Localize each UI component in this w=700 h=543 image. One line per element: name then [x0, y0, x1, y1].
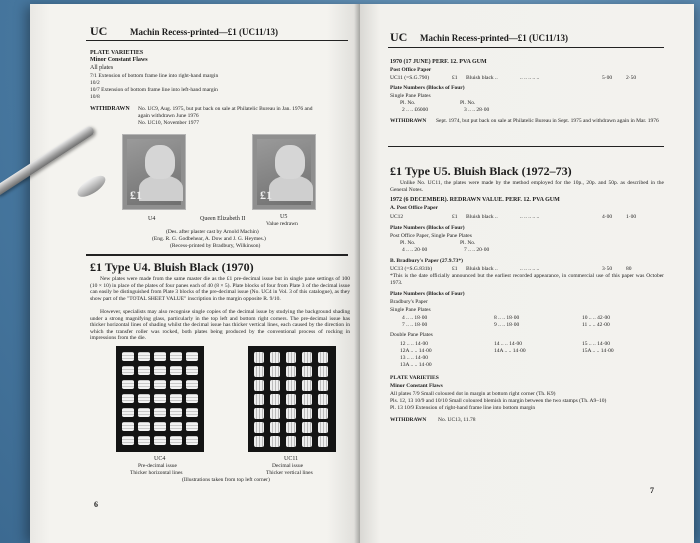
flaw-line: 10/8: [90, 94, 100, 100]
flaw-line: All plates 7/9 Small coloured dot in margin at bottom right corner (Th. K9): [390, 391, 556, 397]
shading-cell: [170, 422, 182, 431]
flaw-line: Pls. 12, 13 10/9 and 10/10 Small coloured blemish in margin between the two stamps (Th. A9–10): [390, 398, 607, 404]
right-header-code: UC: [390, 30, 408, 44]
minor-flaws-heading: Minor Constant Flaws: [90, 57, 148, 63]
single-pane-plates: Single Pane Plates: [390, 307, 431, 313]
uc12-colour: Bluish black ..: [466, 214, 498, 220]
shading-cell: [122, 436, 134, 445]
section-title-u5: £1 Type U5. Bluish Black (1972–73): [390, 164, 572, 178]
withdrawn-line: again withdrawn June 1976: [138, 113, 199, 119]
plate-price: 8 .. .. 18·00: [494, 315, 520, 321]
plate-varieties-heading: PLATE VARIETIES: [390, 375, 439, 381]
uc13-catalogue: UC13 (=S.G.831b): [390, 266, 433, 272]
shading-cell: [254, 436, 264, 447]
shading-cell: [270, 422, 280, 433]
stamp-u5-value: £1: [260, 188, 272, 202]
shading-cell: [318, 422, 328, 433]
withdrawn-line: No. UC9, Aug. 1975, but put back on sale at Philatelic Bureau in Jan. 1976 and: [138, 106, 313, 112]
pl-no-label: Pl. No.: [400, 240, 416, 246]
shading-cell: [186, 394, 198, 403]
flaw-line: Pl. 13 10/9 Extension of right-hand frame line into bottom margin: [390, 405, 536, 411]
issue2-heading: 1972 (6 DECEMBER). REDRAWN VALUE. PERF. 12. PVA GUM: [390, 197, 560, 203]
shading-cell: [318, 366, 328, 377]
page-number-right: 7: [650, 486, 654, 495]
plate-price: 14A .. .. 14·00: [494, 348, 526, 354]
uc11-price-used: 2·50: [626, 75, 637, 81]
shading-cell: [302, 366, 312, 377]
plate-price: 4 .. .. 20·00: [402, 247, 428, 253]
shading-cell: [302, 408, 312, 419]
shading-cell: [286, 366, 296, 377]
shading-cell: [302, 422, 312, 433]
plate-price: 14 .. .. 14·00: [494, 341, 522, 347]
all-plates-label: All plates: [90, 65, 114, 71]
shading-cell: [286, 408, 296, 419]
page-number-left: 6: [94, 500, 98, 509]
shading-cell: [154, 366, 166, 375]
bradbury-paper: Bradbury's Paper: [390, 299, 428, 305]
shading-cell: [170, 366, 182, 375]
uc13-colour: Bluish black ..: [466, 266, 498, 272]
plate-price: 9 .. .. 18·00: [494, 322, 520, 328]
uc12-leaders: .. .. .. .. ..: [520, 214, 540, 220]
uc12-catalogue: UC12: [390, 214, 404, 220]
uc13-price-mint: 3·50: [602, 266, 613, 272]
plate-price: 13 .. .. 14·00: [400, 355, 428, 361]
stamp-caption-u5: U5: [280, 214, 288, 220]
shading-cell: [286, 422, 296, 433]
stamp-u4-value: £1: [130, 188, 142, 202]
shading-cell: [186, 352, 198, 361]
stamp-caption-queen: Queen Elizabeth II: [200, 216, 246, 222]
withdrawn-final: No. UC13, 11.78: [438, 417, 476, 423]
left-page: [30, 4, 360, 543]
shading-cell: [138, 394, 150, 403]
issue2-plate-sub: Post Office Paper, Single Pane Plates: [390, 233, 472, 239]
shading-cell: [138, 352, 150, 361]
uc11-shading-illustration: [248, 346, 336, 452]
uc11-value: £1: [452, 75, 458, 81]
stamp-u5-image: [252, 134, 316, 210]
shading-cell: [286, 380, 296, 391]
pl-no-label: Pl. No.: [400, 100, 416, 106]
plate-price: 12 .. .. 14·00: [400, 341, 428, 347]
shading-cell: [270, 436, 280, 447]
shading-cell: [122, 408, 134, 417]
shading-cell: [186, 366, 198, 375]
shading-cell: [138, 380, 150, 389]
issue1-heading: 1970 (17 JUNE) PERF. 12. PVA GUM: [390, 59, 487, 65]
shading-cell: [154, 436, 166, 445]
design-credit: (Recess-printed by Bradbury, Wilkinson): [170, 243, 261, 249]
shading-cell: [254, 380, 264, 391]
grid-caption-right: Thicker vertical lines: [266, 470, 313, 476]
uc12-value: £1: [452, 214, 458, 220]
shading-cell: [302, 394, 312, 405]
left-header-code: UC: [90, 24, 108, 38]
shading-cell: [122, 380, 134, 389]
shading-cell: [154, 352, 166, 361]
section-title-u4: £1 Type U4. Bluish Black (1970): [90, 260, 254, 274]
grid-caption-left: Thicker horizontal lines: [130, 470, 183, 476]
stamp-caption-u5-sub: Value redrawn: [266, 221, 298, 227]
shading-cell: [170, 352, 182, 361]
body-paragraph-2: However, specialists may also recognise single copies of the decimal issue by studying the background shading under a strong magnifying glass, particularly in the top left and bottom right corners. The pre-decimal issue has thicker horizontal lines of shading whilst the decimal issue has thicker vertical lines, each caused by the direction in which the transfer roller was rocked, both plates being produced by the conventional process of rocking in impressions from the die.: [90, 309, 350, 342]
grid-caption-left: Pre-decimal issue: [138, 463, 177, 469]
shading-cell: [254, 366, 264, 377]
shading-cell: [302, 380, 312, 391]
shading-cell: [122, 422, 134, 431]
shading-cell: [254, 394, 264, 405]
shading-cell: [286, 352, 296, 363]
section-rule: [388, 146, 664, 147]
shading-cell: [254, 408, 264, 419]
post-office-paper: Post Office Paper: [390, 67, 432, 73]
shading-cell: [318, 394, 328, 405]
shading-cell: [186, 422, 198, 431]
uc13-leaders: .. .. .. .. ..: [520, 266, 540, 272]
plate-price: 15 .. .. 14·00: [582, 341, 610, 347]
shading-cell: [122, 394, 134, 403]
plate-price: 7 .. .. 18·00: [402, 322, 428, 328]
stamp-u4-image: [122, 134, 186, 210]
plate-varieties-heading: PLATE VARIETIES: [90, 50, 144, 56]
withdrawn-label: WITHDRAWN: [90, 106, 130, 112]
plate-price: 7 .. .. 20·00: [464, 247, 490, 253]
shading-cell: [122, 352, 134, 361]
shading-cell: [318, 380, 328, 391]
double-pane-plates: Double Pane Plates: [390, 332, 433, 338]
uc13-price-used: 80: [626, 266, 632, 272]
issue2-plate-heading: Plate Numbers (Blocks of Four): [390, 225, 465, 231]
uc11-leaders: .. .. .. .. ..: [520, 75, 540, 81]
shading-cell: [138, 408, 150, 417]
grid-caption-left: UC4: [154, 456, 166, 462]
shading-cell: [154, 422, 166, 431]
withdrawn-label: WITHDRAWN: [390, 417, 427, 423]
shading-cell: [186, 408, 198, 417]
plate-price: 13A .. .. 14·00: [400, 362, 432, 368]
uc12-price-mint: 4·00: [602, 214, 613, 220]
shading-cell: [170, 408, 182, 417]
shading-cell: [154, 394, 166, 403]
design-credit: (Eng. R. G. Godbehear, A. Dow and J. G. Heymes.): [152, 236, 266, 242]
sub-a-heading: A. Post Office Paper: [390, 205, 438, 211]
uc4-shading-illustration: [116, 346, 204, 452]
withdrawn-label: WITHDRAWN: [390, 118, 427, 124]
right-page: [360, 4, 694, 543]
shading-cell: [254, 352, 264, 363]
flaw-line: 10/7 Extension of bottom frame line into left-hand margin: [90, 87, 218, 93]
sub-b-heading: B. Bradbury's Paper (27.9.73*): [390, 258, 463, 264]
pl-no-label: Pl. No.: [460, 100, 476, 106]
pl-no-label: Pl. No.: [460, 240, 476, 246]
shading-cell: [270, 366, 280, 377]
shading-cell: [170, 394, 182, 403]
shading-cell: [318, 352, 328, 363]
right-header-title: Machin Recess-printed—£1 (UC11/13): [420, 33, 568, 43]
shading-cell: [138, 436, 150, 445]
section2-intro: Unlike No. UC11, the plates were made by the method employed for the 10p., 20p. and 50p. as described in the General Notes.: [390, 180, 664, 193]
shading-cell: [186, 436, 198, 445]
plate-price: 4 .. .. 18·00: [402, 315, 428, 321]
shading-cell: [270, 380, 280, 391]
uc11-colour: Bluish black ..: [466, 75, 498, 81]
shading-cell: [286, 394, 296, 405]
design-credit: (Des. after plaster cast by Arnold Machin): [166, 229, 259, 235]
shading-cell: [302, 436, 312, 447]
uc12-price-used: 1·00: [626, 214, 637, 220]
body-paragraph-1: New plates were made from the same master die as the £1 pre-decimal issue but in single pane settings of 100 (10 × 10) in place of the plates of four panes each of 40 (8 × 5). Plate blocks of four from Plate 3 of the decimal issue can easily be distinguished from Plate 3 blocks of the pre-decimal issue (No. UC4 in Vol. 3 of this catalogue), as they show part of the "TOTAL SHEET VALUE" inscription in the margin opposite R. 9/10.: [90, 276, 350, 302]
flaw-line: 7/1 Extension of bottom frame line into right-hand margin: [90, 73, 219, 79]
shading-cell: [154, 408, 166, 417]
left-header-title: Machin Recess-printed—£1 (UC11/13): [130, 27, 278, 37]
plate-price: 2 .. .. £6000: [402, 107, 429, 113]
shading-cell: [286, 436, 296, 447]
plate-price: 15A .. .. 14·00: [582, 348, 614, 354]
plate-price: 11 .. .. 42·00: [582, 322, 610, 328]
uc13-value: £1: [452, 266, 458, 272]
shading-cell: [138, 422, 150, 431]
shading-cell: [170, 380, 182, 389]
left-header-rule: [86, 40, 348, 41]
shading-cell: [318, 436, 328, 447]
uc11-catalogue: UC11 (=S.G.790): [390, 75, 430, 81]
shading-cell: [186, 380, 198, 389]
plate-price: 12A .. .. 14·00: [400, 348, 432, 354]
uc11-price-mint: 5·00: [602, 75, 613, 81]
section-rule: [86, 254, 348, 256]
illustration-note: (Illustrations taken from top left corner): [182, 477, 270, 483]
shading-cell: [318, 408, 328, 419]
single-pane-plates: Single Pane Plates: [390, 93, 431, 99]
withdrawn-line: No. UC10, November 1977: [138, 120, 199, 126]
shading-cell: [270, 394, 280, 405]
shading-cell: [270, 352, 280, 363]
right-header-rule: [388, 47, 664, 48]
shading-cell: [170, 436, 182, 445]
shading-cell: [122, 366, 134, 375]
minor-flaws-heading: Minor Constant Flaws: [390, 383, 443, 389]
grid-caption-right: Decimal issue: [272, 463, 304, 469]
issue3-plate-heading: Plate Numbers (Blocks of Four): [390, 291, 465, 297]
issue3-note: *This is the date officially announced but the earliest recorded appearance, in commercial use of this paper was October 1973.: [390, 273, 664, 286]
shading-cell: [302, 352, 312, 363]
flaw-line: 10/2: [90, 80, 100, 86]
shading-cell: [154, 380, 166, 389]
shading-cell: [270, 408, 280, 419]
shading-cell: [138, 366, 150, 375]
grid-caption-right: UC11: [284, 456, 299, 462]
stamp-caption-u4: U4: [148, 216, 156, 222]
issue1-withdrawn: Sept. 1974, but put back on sale at Philatelic Bureau in Sept. 1975 and withdrawn again in Mar. 1976: [436, 118, 659, 124]
shading-cell: [254, 422, 264, 433]
plate-numbers-heading: Plate Numbers (Blocks of Four): [390, 85, 465, 91]
plate-price: 3 .. .. 28·00: [464, 107, 490, 113]
plate-price: 10 .. .. 42·00: [582, 315, 610, 321]
